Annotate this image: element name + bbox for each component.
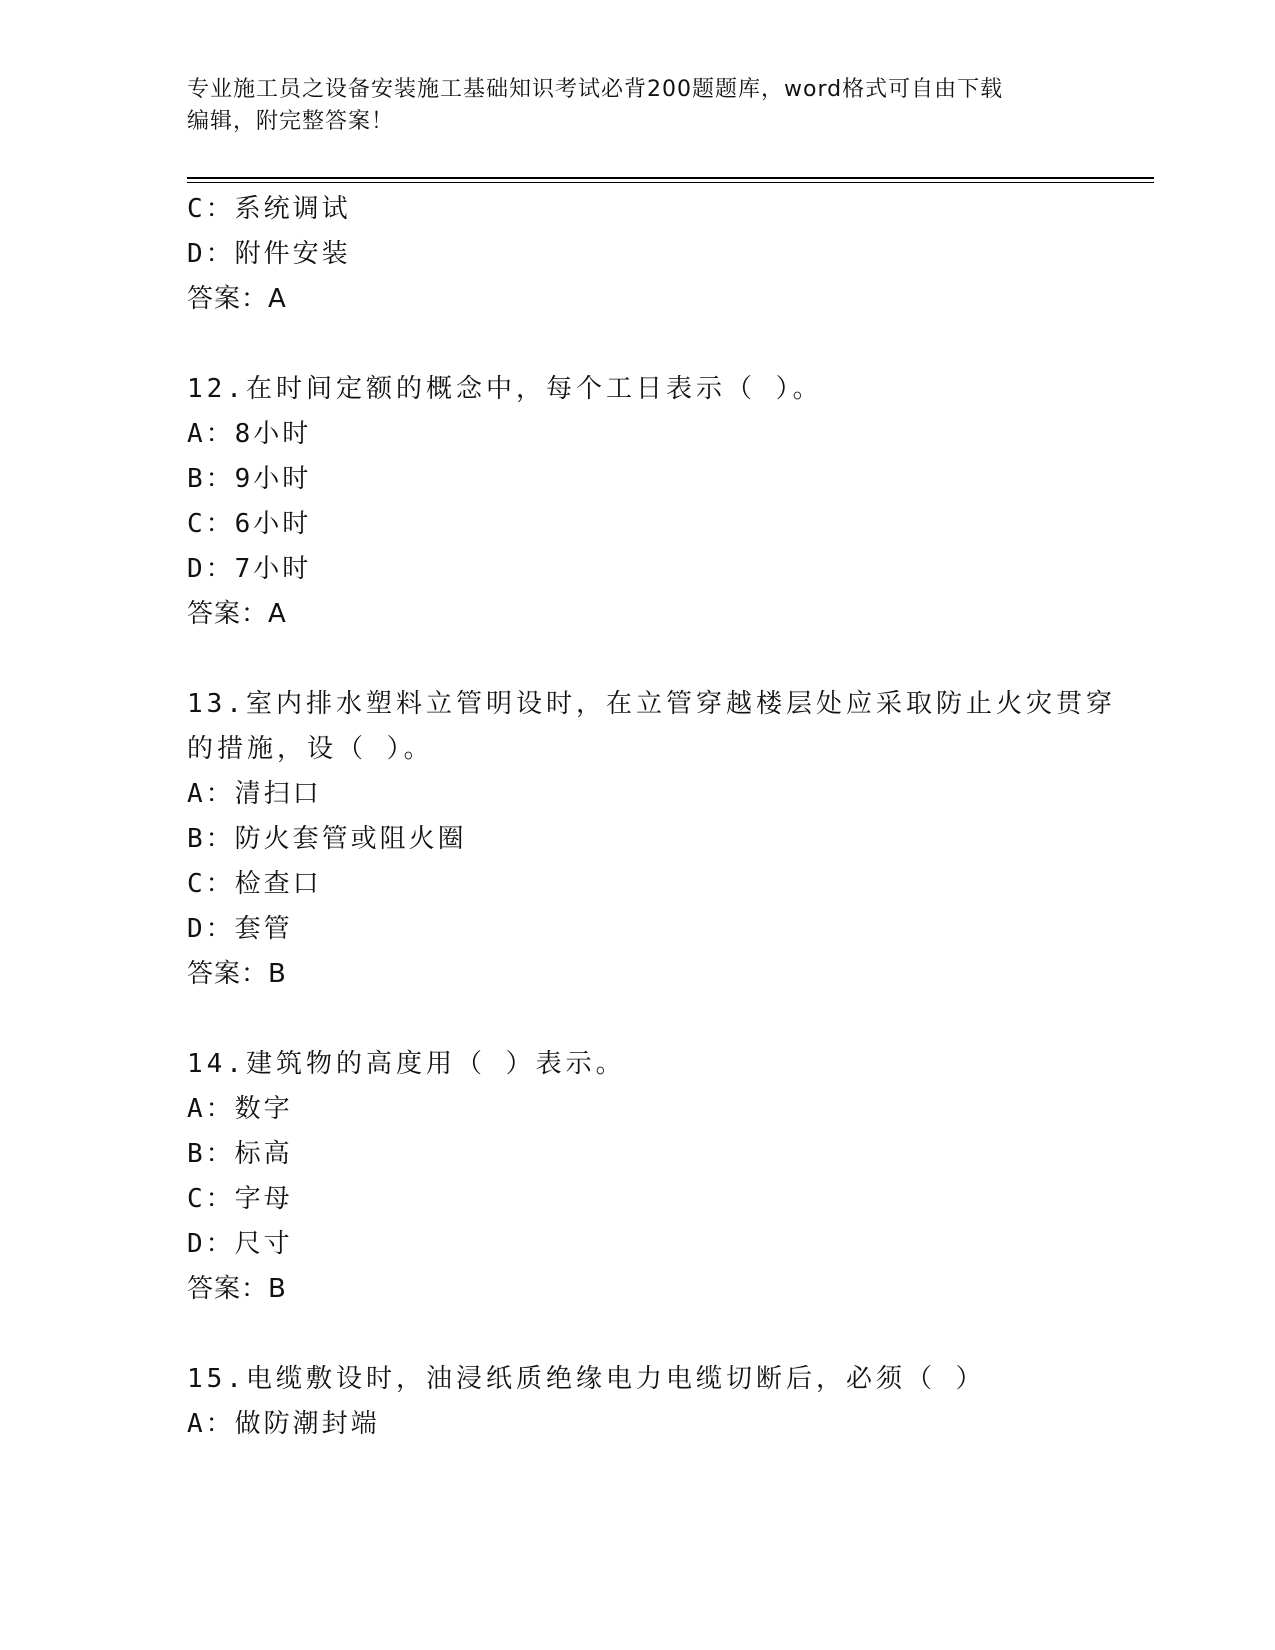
q13-option-c: C：检查口 <box>187 869 322 899</box>
q13-option-d: D：套管 <box>187 914 293 944</box>
q13-option-b: B：防火套管或阻火圈 <box>187 824 467 854</box>
q13-stem-line2: 的措施，设（ ）。 <box>187 734 434 764</box>
q12-option-a: A：8小时 <box>187 419 312 449</box>
q13-stem-line1: 13.室内排水塑料立管明设时，在立管穿越楼层处应采取防止火灾贯穿 <box>187 689 1116 719</box>
q14-option-d: D：尺寸 <box>187 1229 293 1259</box>
header-title-line1: 专业施工员之设备安装施工基础知识考试必背200题题库，word格式可自由下载 <box>187 77 1004 102</box>
q15-stem: 15.电缆敷设时，油浸纸质绝缘电力电缆切断后，必须（ ） <box>187 1364 986 1394</box>
document-header <box>187 74 1087 138</box>
q13-option-a: A：清扫口 <box>187 779 322 809</box>
q12-answer: 答案：A <box>187 599 287 629</box>
q15-option-a: A：做防潮封端 <box>187 1409 380 1439</box>
q12-option-b: B：9小时 <box>187 464 312 494</box>
header-divider-thick <box>187 177 1154 179</box>
q11-option-c: C：系统调试 <box>187 194 351 224</box>
q14-answer: 答案：B <box>187 1274 287 1304</box>
q12-stem: 12.在时间定额的概念中，每个工日表示（ ）。 <box>187 374 823 404</box>
q14-stem: 14.建筑物的高度用（ ）表示。 <box>187 1049 626 1079</box>
q12-option-c: C：6小时 <box>187 509 312 539</box>
q11-answer: 答案：A <box>187 284 287 314</box>
q14-option-a: A：数字 <box>187 1094 293 1124</box>
q12-option-d: D：7小时 <box>187 554 312 584</box>
q14-option-c: C：字母 <box>187 1184 293 1214</box>
q13-answer: 答案：B <box>187 959 287 989</box>
q11-option-d: D：附件安装 <box>187 239 351 269</box>
header-title-line2: 编辑，附完整答案！ <box>187 109 395 134</box>
header-divider-thin <box>187 182 1154 183</box>
q14-option-b: B：标高 <box>187 1139 293 1169</box>
